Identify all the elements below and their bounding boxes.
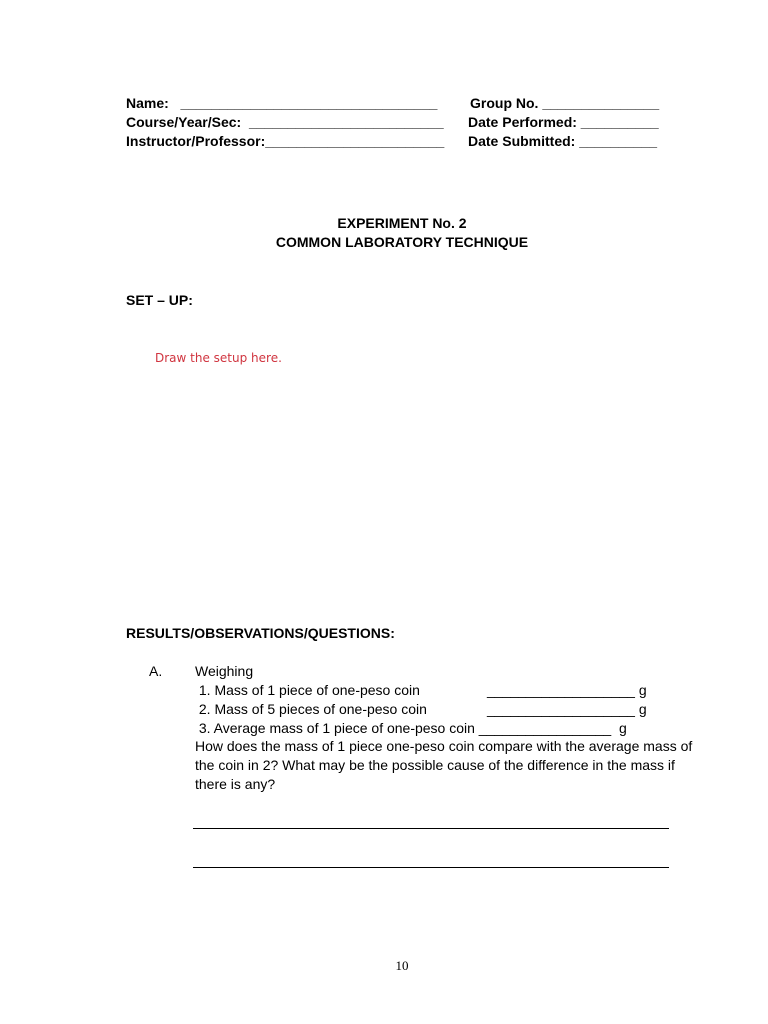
- setup-note: Draw the setup here.: [155, 351, 282, 365]
- group-field: Group No. _______________: [470, 95, 660, 111]
- answer-line-1: [193, 828, 669, 829]
- answer-line-2: [193, 867, 669, 868]
- date-performed-field: Date Performed: __________: [468, 114, 659, 130]
- item-1-blank: ___________________ g: [487, 682, 647, 698]
- name-field: Name: _________________________________: [126, 95, 438, 111]
- item-2-blank: ___________________ g: [487, 701, 647, 717]
- page-number: 10: [395, 958, 409, 973]
- item-1-label: 1. Mass of 1 piece of one-peso coin: [195, 682, 420, 698]
- setup-heading: SET – UP:: [126, 292, 193, 308]
- question-text: How does the mass of 1 piece one-peso coin compare with the average mass of the coin in 2? What may be the possible cause of the difference in the mass if there is any?: [195, 738, 693, 792]
- item-2-label: 2. Mass of 5 pieces of one-peso coin: [195, 701, 427, 717]
- results-heading: RESULTS/OBSERVATIONS/QUESTIONS:: [126, 625, 395, 641]
- instructor-field: Instructor/Professor:_______________________: [126, 133, 445, 149]
- course-field: Course/Year/Sec: _________________________: [126, 114, 444, 130]
- item-3-label: 3. Average mass of 1 piece of one-peso coin _________________ g: [195, 720, 627, 736]
- section-title: Weighing: [195, 663, 254, 679]
- experiment-title: EXPERIMENT No. 2: [337, 215, 467, 231]
- date-submitted-field: Date Submitted: __________: [468, 133, 658, 149]
- section-letter: A.: [149, 663, 163, 679]
- experiment-subtitle: COMMON LABORATORY TECHNIQUE: [275, 234, 529, 250]
